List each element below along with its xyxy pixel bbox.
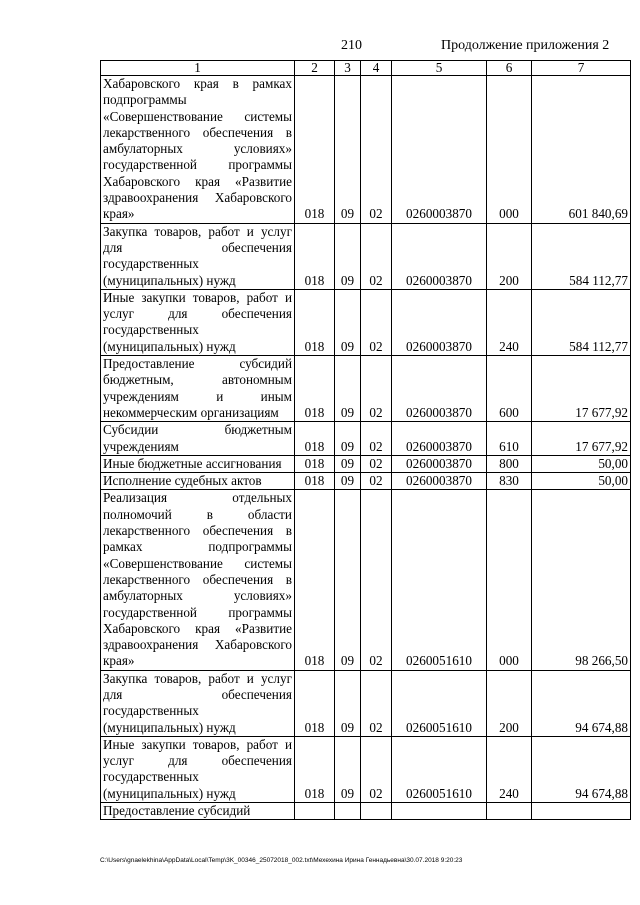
column-header: 2	[295, 61, 335, 76]
section-code: 09	[335, 422, 361, 456]
section-code: 09	[335, 736, 361, 802]
section-code: 09	[335, 455, 361, 472]
subsection-code: 02	[361, 289, 392, 355]
expense-type-code	[487, 803, 532, 820]
target-article-code: 0260051610	[392, 736, 487, 802]
expense-type-code: 800	[487, 455, 532, 472]
ministry-code: 018	[295, 289, 335, 355]
ministry-code	[295, 803, 335, 820]
item-name: Предоставление субсидий бюджетным, автономным учреждениям и иным некоммерческим организациям	[101, 356, 295, 422]
ministry-code: 018	[295, 670, 335, 736]
target-article-code: 0260003870	[392, 473, 487, 490]
subsection-code: 02	[361, 76, 392, 224]
section-code: 09	[335, 490, 361, 670]
amount: 584 112,77	[532, 289, 631, 355]
ministry-code: 018	[295, 76, 335, 224]
item-name: Иные закупки товаров, работ и услуг для обеспечения государственных (муниципальных) нужд	[101, 289, 295, 355]
column-header: 4	[361, 61, 392, 76]
amount: 50,00	[532, 473, 631, 490]
table-row	[101, 490, 631, 670]
table-row	[101, 76, 631, 224]
table-row	[101, 356, 631, 422]
amount: 94 674,88	[532, 736, 631, 802]
table-row	[101, 803, 631, 820]
item-name: Иные закупки товаров, работ и услуг для обеспечения государственных (муниципальных) нужд	[101, 736, 295, 802]
target-article-code: 0260003870	[392, 422, 487, 456]
expense-type-code: 830	[487, 473, 532, 490]
expense-type-code: 000	[487, 490, 532, 670]
section-code: 09	[335, 473, 361, 490]
amount	[532, 803, 631, 820]
item-name: Предоставление субсидий	[101, 803, 295, 820]
amount: 584 112,77	[532, 223, 631, 289]
amount: 17 677,92	[532, 356, 631, 422]
section-code: 09	[335, 670, 361, 736]
table-row	[101, 473, 631, 490]
item-name: Реализация отдельных полномочий в области лекарственного обеспечения в рамках подпрограммы «Совершенствование системы лекарственного обеспечения в амбулаторных условиях» государственной программы Хабаровского края «Развитие здравоохранения Хабаровского края»	[101, 490, 295, 670]
ministry-code: 018	[295, 356, 335, 422]
subsection-code: 02	[361, 490, 392, 670]
table-row	[101, 422, 631, 456]
expense-type-code: 240	[487, 289, 532, 355]
target-article-code: 0260003870	[392, 223, 487, 289]
expense-type-code: 000	[487, 76, 532, 224]
expense-type-code: 610	[487, 422, 532, 456]
expense-type-code: 600	[487, 356, 532, 422]
continuation-title: Продолжение приложения 2	[441, 38, 610, 53]
subsection-code: 02	[361, 670, 392, 736]
target-article-code: 0260003870	[392, 76, 487, 224]
table-row	[101, 736, 631, 802]
item-name: Закупка товаров, работ и услуг для обеспечения государственных (муниципальных) нужд	[101, 670, 295, 736]
target-article-code: 0260003870	[392, 289, 487, 355]
target-article-code: 0260051610	[392, 670, 487, 736]
item-name: Хабаровского края в рамках подпрограммы «Совершенствование системы лекарственного обеспечения в амбулаторных условиях» государственной программы Хабаровского края «Развитие здравоохранения Хабаровского края»	[101, 76, 295, 224]
item-name: Исполнение судебных актов	[101, 473, 295, 490]
file-path-footer: C:\Users\gnaelekhina\AppData\Local\Temp\3K_00346_25072018_002.txt\Мехехина Ирина Геннадьевна\30.07.2018 9:20:23	[100, 857, 463, 864]
amount: 94 674,88	[532, 670, 631, 736]
subsection-code	[361, 803, 392, 820]
ministry-code: 018	[295, 422, 335, 456]
target-article-code: 0260051610	[392, 490, 487, 670]
section-code: 09	[335, 76, 361, 224]
column-header: 5	[392, 61, 487, 76]
budget-table	[100, 60, 631, 820]
table-row	[101, 670, 631, 736]
item-name: Субсидии бюджетным учреждениям	[101, 422, 295, 456]
expense-type-code: 200	[487, 670, 532, 736]
header-row	[101, 61, 631, 76]
table-row	[101, 223, 631, 289]
page-number: 210	[341, 38, 362, 53]
column-header: 3	[335, 61, 361, 76]
table-row	[101, 289, 631, 355]
item-name: Закупка товаров, работ и услуг для обеспечения государственных (муниципальных) нужд	[101, 223, 295, 289]
subsection-code: 02	[361, 473, 392, 490]
expense-type-code: 200	[487, 223, 532, 289]
amount: 17 677,92	[532, 422, 631, 456]
subsection-code: 02	[361, 422, 392, 456]
ministry-code: 018	[295, 736, 335, 802]
subsection-code: 02	[361, 455, 392, 472]
target-article-code: 0260003870	[392, 455, 487, 472]
expense-type-code: 240	[487, 736, 532, 802]
item-name: Иные бюджетные ассигнования	[101, 455, 295, 472]
column-header: 6	[487, 61, 532, 76]
amount: 98 266,50	[532, 490, 631, 670]
section-code: 09	[335, 223, 361, 289]
ministry-code: 018	[295, 473, 335, 490]
subsection-code: 02	[361, 223, 392, 289]
target-article-code	[392, 803, 487, 820]
ministry-code: 018	[295, 455, 335, 472]
target-article-code: 0260003870	[392, 356, 487, 422]
subsection-code: 02	[361, 736, 392, 802]
subsection-code: 02	[361, 356, 392, 422]
ministry-code: 018	[295, 223, 335, 289]
section-code	[335, 803, 361, 820]
table-row	[101, 455, 631, 472]
column-header: 7	[532, 61, 631, 76]
section-code: 09	[335, 289, 361, 355]
column-header: 1	[101, 61, 295, 76]
section-code: 09	[335, 356, 361, 422]
ministry-code: 018	[295, 490, 335, 670]
amount: 601 840,69	[532, 76, 631, 224]
amount: 50,00	[532, 455, 631, 472]
